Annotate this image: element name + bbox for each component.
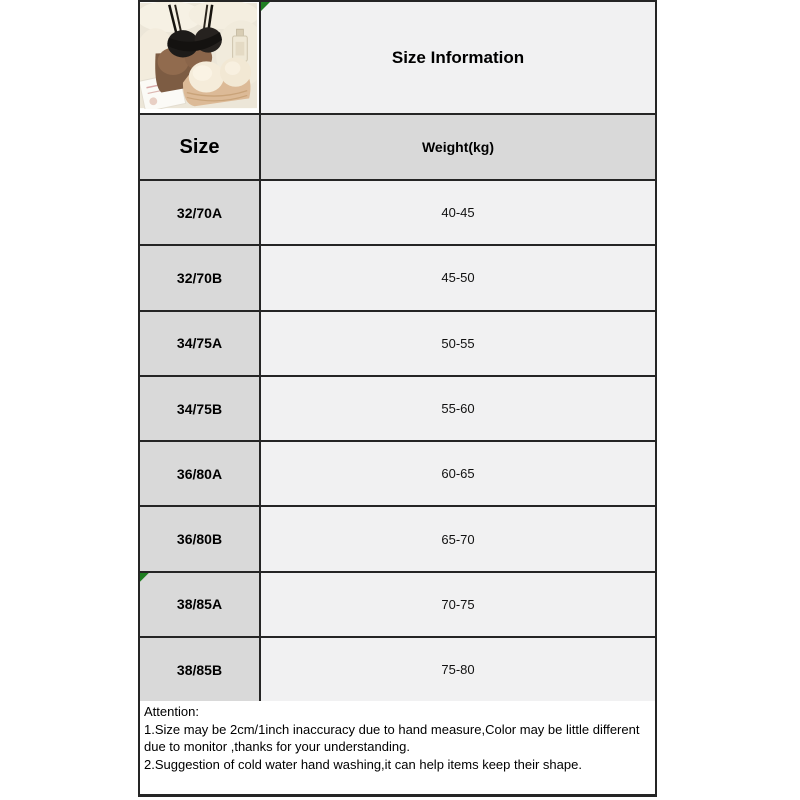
weight-cell: 50-55 — [261, 312, 655, 375]
attention-note — [140, 701, 655, 794]
table-row — [140, 636, 655, 701]
column-header-size: Size — [140, 115, 261, 179]
product-photo-illustration — [140, 2, 257, 109]
table-row — [140, 505, 655, 570]
weight-cell: 45-50 — [261, 246, 655, 309]
size-cell: 36/80B — [140, 507, 261, 570]
green-corner-marker-icon — [261, 2, 270, 11]
table-row — [140, 440, 655, 505]
green-corner-marker-icon — [140, 573, 149, 582]
table-row — [140, 571, 655, 636]
size-cell-label: 38/85A — [176, 596, 223, 613]
table-row — [140, 375, 655, 440]
size-cell: 38/85B — [140, 638, 261, 701]
size-cell: 32/70B — [140, 246, 261, 309]
weight-cell: 75-80 — [261, 638, 655, 701]
size-cell: 36/80A — [140, 442, 261, 505]
weight-cell: 55-60 — [261, 377, 655, 440]
weight-cell: 70-75 — [261, 573, 655, 636]
attention-line-1: 1.Size may be 2cm/1inch inaccuracy due to hand measure,Color may be little different due to monitor ,thanks for your understanding. — [144, 721, 640, 755]
table-row — [140, 310, 655, 375]
size-information-header — [261, 2, 655, 113]
page-title: Size Information — [391, 47, 525, 67]
size-cell: 32/70A — [140, 181, 261, 244]
size-cell: 34/75B — [140, 377, 261, 440]
size-cell — [140, 573, 261, 636]
table-row — [140, 179, 655, 244]
top-row — [140, 2, 655, 113]
size-chart-sheet — [138, 0, 657, 797]
size-cell: 34/75A — [140, 312, 261, 375]
table-header-row — [140, 113, 655, 179]
product-photo — [140, 2, 261, 113]
attention-line-2: 2.Suggestion of cold water hand washing,it can help items keep their shape. — [144, 756, 582, 772]
attention-heading: Attention: — [144, 704, 199, 720]
weight-cell: 65-70 — [261, 507, 655, 570]
table-row — [140, 244, 655, 309]
weight-cell: 60-65 — [261, 442, 655, 505]
column-header-weight: Weight(kg) — [421, 139, 495, 155]
weight-cell: 40-45 — [261, 181, 655, 244]
